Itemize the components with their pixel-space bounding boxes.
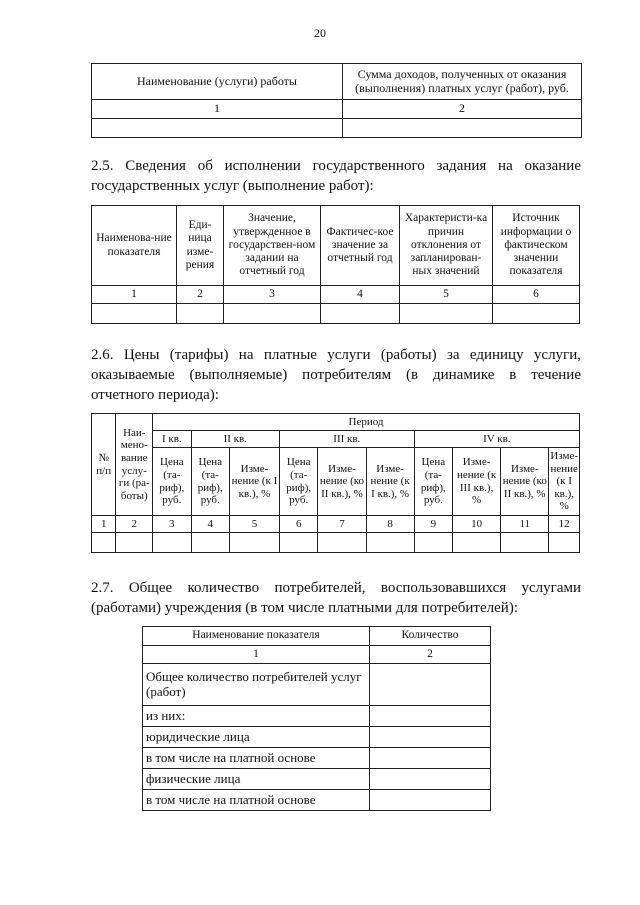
tariff-col-number: 11 (501, 516, 549, 533)
tariff-subheader: Изме-нение (к I кв.), % (366, 448, 414, 516)
consumers-value-cell (370, 664, 491, 706)
tariff-subheader: Цена (та-риф), руб. (153, 448, 191, 516)
income-empty-cell (343, 118, 582, 137)
consumers-col-number: 2 (370, 646, 491, 664)
consumers-value-cell (370, 748, 491, 769)
state-task-col-number: 4 (321, 286, 400, 304)
consumers-value-cell (370, 769, 491, 790)
consumers-col-number: 1 (143, 646, 370, 664)
page-number: 20 (314, 26, 326, 40)
section-2-7-line: (работами) учреждения (в том числе платными для потребителей): (91, 600, 518, 616)
section-2-7-line: 2.7. Общее количество потребителей, воспользовавшихся услугами (91, 580, 581, 596)
tariff-col-number: 2 (116, 516, 153, 533)
section-2-5-line: государственных услуг (выполнение работ): (91, 178, 374, 194)
income-empty-cell (92, 118, 343, 137)
section-2-5-heading (91, 156, 581, 196)
tariff-empty-cell (549, 533, 580, 553)
income-header-sum: Сумма доходов, полученных от оказания (выполнения) платных услуг (работ), руб. (343, 64, 582, 100)
income-col-number: 1 (92, 100, 343, 119)
state-task-table (91, 205, 580, 324)
income-table (91, 63, 582, 138)
state-task-header: Характеристи-ка причин отклонения от запланирован-ных значений (400, 206, 493, 286)
tariff-subheader: Изме-нение (к I кв.), % (549, 448, 580, 516)
state-task-empty-cell (177, 304, 224, 324)
state-task-header: Фактичес-кое значение за отчетный год (321, 206, 400, 286)
tariff-col-number: 3 (153, 516, 191, 533)
tariff-quarter-2: II кв. (191, 431, 279, 448)
consumers-row-label: в том числе на платной основе (143, 748, 370, 769)
tariff-empty-cell (191, 533, 229, 553)
consumers-header-count: Количество (370, 627, 491, 646)
tariff-header-name: Наи-мено-вание услу-ги (ра-боты) (116, 414, 153, 516)
tariff-empty-cell (92, 533, 116, 553)
consumers-row-label: Общее количество потребителей услуг (работ) (143, 664, 370, 706)
state-task-col-number: 5 (400, 286, 493, 304)
tariff-empty-cell (229, 533, 279, 553)
tariff-empty-cell (366, 533, 414, 553)
tariff-col-number: 6 (279, 516, 317, 533)
state-task-header: Еди-ница изме-рения (177, 206, 224, 286)
tariff-empty-cell (453, 533, 501, 553)
section-2-6-heading (91, 345, 581, 405)
state-task-empty-cell (321, 304, 400, 324)
consumers-table (142, 626, 491, 811)
tariff-table (91, 413, 580, 553)
consumers-value-cell (370, 727, 491, 748)
tariff-subheader: Изме-нение (ко II кв.), % (318, 448, 366, 516)
income-col-number: 2 (343, 100, 582, 119)
state-task-header: Наименова-ние показателя (92, 206, 177, 286)
tariff-empty-cell (153, 533, 191, 553)
tariff-quarter-1: I кв. (153, 431, 191, 448)
state-task-col-number: 2 (177, 286, 224, 304)
consumers-value-cell (370, 706, 491, 727)
tariff-subheader: Изме-нение (ко II кв.), % (501, 448, 549, 516)
tariff-col-number: 7 (318, 516, 366, 533)
tariff-subheader: Цена (та-риф), руб. (414, 448, 452, 516)
tariff-empty-cell (414, 533, 452, 553)
state-task-empty-cell (400, 304, 493, 324)
section-2-6-line: 2.6. Цены (тарифы) на платные услуги (работы) за единицу услуги, (91, 347, 581, 363)
tariff-subheader: Изме-нение (к I кв.), % (229, 448, 279, 516)
tariff-empty-cell (279, 533, 317, 553)
tariff-col-number: 8 (366, 516, 414, 533)
section-2-6-line: отчетного периода): (91, 387, 219, 403)
tariff-subheader: Цена (та-риф), руб. (279, 448, 317, 516)
state-task-empty-cell (92, 304, 177, 324)
section-2-5-line: 2.5. Сведения об исполнении государственного задания на оказание (91, 158, 581, 174)
tariff-subheader: Цена (та-риф), руб. (191, 448, 229, 516)
tariff-header-period: Период (153, 414, 580, 431)
state-task-header: Источник информации о фактическом значении показателя (493, 206, 580, 286)
consumers-row-label: из них: (143, 706, 370, 727)
tariff-col-number: 1 (92, 516, 116, 533)
consumers-row-label: юридические лица (143, 727, 370, 748)
tariff-col-number: 10 (453, 516, 501, 533)
tariff-col-number: 12 (549, 516, 580, 533)
tariff-quarter-4: IV кв. (414, 431, 579, 448)
state-task-col-number: 3 (224, 286, 321, 304)
tariff-subheader: Изме-нение (к III кв.), % (453, 448, 501, 516)
section-2-6-line: оказываемые (выполняемые) потребителям (в динамике в течение (91, 367, 581, 383)
section-2-7-heading (91, 578, 581, 618)
tariff-empty-cell (501, 533, 549, 553)
consumers-value-cell (370, 790, 491, 811)
consumers-header-name: Наименование показателя (143, 627, 370, 646)
tariff-header-no: № п/п (92, 414, 116, 516)
state-task-header: Значение, утвержденное в государствен-ном задании на отчетный год (224, 206, 321, 286)
consumers-row-label: физические лица (143, 769, 370, 790)
tariff-col-number: 5 (229, 516, 279, 533)
state-task-col-number: 6 (493, 286, 580, 304)
tariff-col-number: 9 (414, 516, 452, 533)
state-task-col-number: 1 (92, 286, 177, 304)
consumers-row-label: в том числе на платной основе (143, 790, 370, 811)
state-task-empty-cell (224, 304, 321, 324)
tariff-empty-cell (318, 533, 366, 553)
income-header-name: Наименование (услуги) работы (92, 64, 343, 100)
tariff-empty-cell (116, 533, 153, 553)
tariff-col-number: 4 (191, 516, 229, 533)
tariff-quarter-3: III кв. (279, 431, 414, 448)
state-task-empty-cell (493, 304, 580, 324)
